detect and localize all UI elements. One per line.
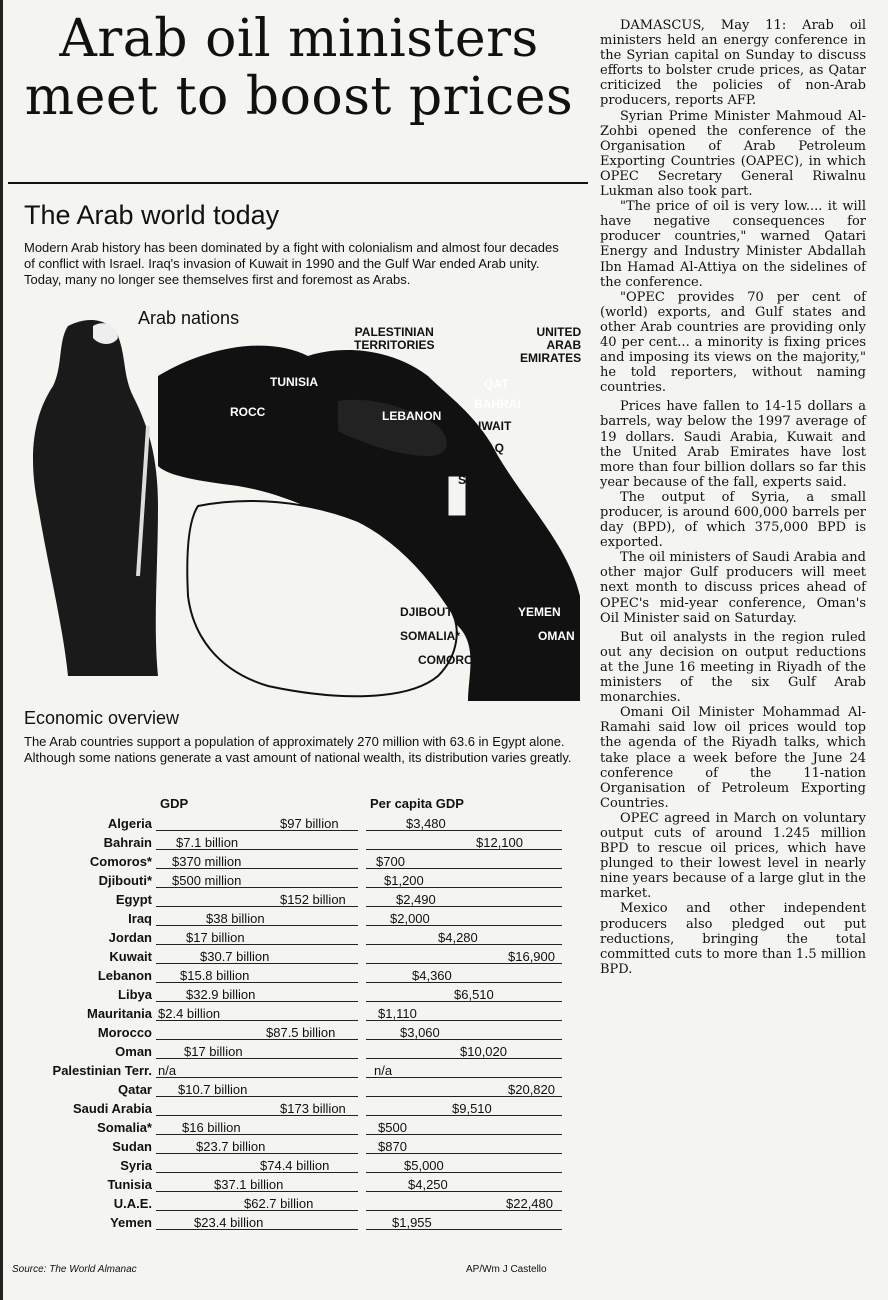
gdp-table [8,814,588,1232]
table-row [8,1137,588,1156]
article-paragraph: "OPEC provides 70 per cent of (world) exports, and Gulf states and other Arab countries are providing only 40 per cent... a minority is fixing prices and imposing its views on the majority," he told reporters, without naming countries. [600,289,866,396]
table-row [8,985,588,1004]
per-capita-value: $1,200 [384,873,424,888]
per-capita-value: $3,060 [400,1025,440,1040]
label-libya: LIBYA [330,473,365,487]
per-capita-value: $3,480 [406,816,446,831]
table-row [8,928,588,947]
row-rule [366,1077,562,1078]
table-row [8,852,588,871]
gdp-value: $74.4 billion [260,1158,330,1173]
per-capita-value: $4,250 [408,1177,448,1192]
article-paragraph: Mexico and other independent producers also pledged out put reductions, bringing the total committed cuts to more than 1.5 million BPD. [600,901,866,977]
per-capita-value: $6,510 [454,987,494,1002]
table-row [8,947,588,966]
source-note: Source: The World Almanac [12,1264,137,1275]
headline [14,10,584,126]
per-capita-value: n/a [374,1063,393,1078]
table-row [8,814,588,833]
country-name: Mauritania [86,1006,152,1021]
table-row [8,1175,588,1194]
gdp-value: n/a [158,1063,177,1078]
country-name: Djibouti* [98,873,152,888]
label-qatar: QAT [484,377,509,391]
table-row [8,1099,588,1118]
table-row [8,909,588,928]
article-paragraph: Syrian Prime Minister Mahmoud Al-Zohbi opened the conference of the Organisation of Arab Petroleum Exporting Countries (OAPEC), in which OPEC Secretary General Riwalnu Lukman also took part. [600,108,866,200]
figure-silhouette [33,320,158,676]
country-name: Sudan [112,1139,152,1154]
gdp-value: $15.8 billion [180,968,250,983]
label-tunisia: TUNISIA [270,375,318,389]
per-capita-value: $2,490 [396,892,436,907]
gdp-value: $10.7 billion [178,1082,248,1097]
label-egypt: EGYPT [396,473,437,487]
country-name: Algeria [107,816,152,831]
country-name: Yemen [110,1215,152,1230]
country-name: Kuwait [109,949,152,964]
label-lebanon: LEBANON [382,409,442,423]
per-capita-value: $5,000 [404,1158,444,1173]
per-capita-value: $500 [378,1120,407,1135]
country-name: Syria [120,1158,152,1173]
label-jordan: JORDA [372,375,415,389]
gdp-value: $32.9 billion [186,987,256,1002]
table-row [8,833,588,852]
gdp-value: $97 billion [280,816,339,831]
label-uae: UNITED ARAB EMIRATES [520,325,582,365]
graphic-title: The Arab world today [24,200,280,230]
country-name: Morocco [97,1025,152,1040]
per-capita-value: $870 [378,1139,407,1154]
label-algeria: ALGERIA [240,473,294,487]
country-name: Saudi Arabia [73,1101,152,1116]
graphic-credit: AP/Wm J Castello [466,1264,547,1275]
row-rule [366,1172,562,1173]
per-capita-value: $1,110 [378,1006,417,1021]
label-palestinian: PALESTINIAN TERRITORIES [354,325,435,352]
country-name: Iraq [128,911,152,926]
country-name: Oman [115,1044,152,1059]
label-morocco: ROCC [230,405,266,419]
econ-title: Economic overview [24,708,180,728]
article-paragraph: Omani Oil Minister Mohammad Al-Ramahi said low oil prices would top the agenda of the Riyadh talks, which take place a week before the June 24 conference of the 11-nation Organisation of Petroleum Exporting Countries. [600,705,866,811]
table-row [8,966,588,985]
gdp-value: $370 million [172,854,242,869]
label-bahrain: BAHRAI [474,397,521,411]
article-paragraph: The output of Syria, a small producer, is around 600,000 barrels per day (BPD), of which 375,000 BPD is exported. [600,489,866,551]
table-row [8,1004,588,1023]
article-body [600,18,866,977]
label-iraq: IRAQ [474,441,504,455]
table-row [8,1156,588,1175]
col-per-capita: Per capita GDP [370,796,464,811]
headline-line-2: meet to boost prices [24,67,574,127]
gdp-value: $38 billion [206,911,265,926]
gdp-value: $500 million [172,873,242,888]
article-paragraph: DAMASCUS, May 11: Arab oil ministers held an energy conference in the Syrian capital on Sunday to discuss efforts to bolster crude prices, as Qatar criticized the policies of non-Arab producers, reports AFP. [600,18,866,109]
table-row [8,1023,588,1042]
row-rule [156,1077,358,1078]
left-border [0,0,3,1300]
country-name: Palestinian Terr. [52,1063,152,1078]
per-capita-value: $9,510 [452,1101,492,1116]
per-capita-value: $20,820 [508,1082,555,1097]
gdp-value: $87.5 billion [266,1025,336,1040]
row-rule [366,849,562,850]
per-capita-value: $10,020 [460,1044,507,1059]
table-row [8,1042,588,1061]
econ-intro: The Arab countries support a population of approximately 270 million with 63.6 in Egypt alone. Although some nations generate a vast amount of national wealth, its distribution varies greatly. [24,734,572,765]
gdp-value: $23.7 billion [196,1139,266,1154]
row-rule [366,1039,562,1040]
article-paragraph: OPEC agreed in March on voluntary output cuts of around 1.245 million BPD to rescue oil prices, which have plunged to their lowest level in nearly nine years because of a large glut in the market. [600,810,866,902]
country-name: Tunisia [107,1177,152,1192]
country-name: U.A.E. [113,1196,152,1211]
table-row [8,1194,588,1213]
label-comoros: COMOROS [418,653,482,667]
gdp-value: $23.4 billion [194,1215,264,1230]
per-capita-value: $12,100 [476,835,523,850]
gdp-value: $173 billion [280,1101,346,1116]
gdp-value: $16 billion [182,1120,241,1135]
table-row [8,1080,588,1099]
per-capita-value: $1,955 [392,1215,432,1230]
row-rule [366,830,562,831]
article-paragraph: The oil ministers of Saudi Arabia and other major Gulf producers will meet next month to discuss prices ahead of OPEC's mid-year conference, Oman's Oil Minister said on Saturday. [600,550,866,626]
per-capita-value: $700 [376,854,405,869]
row-rule [366,1191,562,1192]
head-scarf [93,323,118,344]
label-kuwait: KUWAIT [464,419,512,433]
gdp-value: $62.7 billion [244,1196,314,1211]
country-name: Libya [118,987,152,1002]
table-row [8,1118,588,1137]
country-name: Comoros* [89,854,152,869]
per-capita-value: $4,360 [412,968,452,983]
gdp-value: $7.1 billion [176,835,239,850]
country-name: Bahrain [103,835,152,850]
gdp-value: $17 billion [184,1044,243,1059]
gdp-value: $152 billion [280,892,346,907]
infographic [8,182,588,1292]
gdp-value: $2.4 billion [158,1006,221,1021]
country-name: Jordan [108,930,152,945]
article-paragraph: "The price of oil is very low.... it will have negative consequences for producer countries," warned Qatari Energy and Industry Minister Abdallah Ibn Hamad Al-Attiya on the sidelines of the conference. [600,199,866,290]
per-capita-value: $4,280 [438,930,478,945]
table-row [8,1213,588,1232]
label-oman: OMAN [538,629,575,643]
headline-line-1: Arab oil ministers [59,9,539,69]
gdp-value: $37.1 billion [214,1177,284,1192]
gdp-value: $30.7 billion [200,949,270,964]
country-name: Egypt [115,892,152,907]
arab-nations-map [8,306,588,706]
label-djibouti: DJIBOUTI* [400,605,461,619]
per-capita-value: $22,480 [506,1196,553,1211]
label-syria: SYRIA [458,473,495,487]
article-paragraph: Prices have fallen to 14-15 dollars a barrels, way below the 1997 average of 19 dollars. Saudi Arabia, Kuwait and the United Arab Emirates have lost more than four billion dollars so far this year because of the fall, experts said. [600,399,866,490]
table-row [8,1061,588,1080]
table-row [8,871,588,890]
country-name: Qatar [118,1082,152,1097]
row-rule [366,982,562,983]
per-capita-value: $2,000 [390,911,430,926]
label-sudan: SUDAN [396,531,439,545]
country-name: Lebanon [97,968,152,983]
article-paragraph: But oil analysts in the region ruled out any decision on output reductions at the June 16 meeting in Riyadh of the ministers of the six Gulf Arab monarchies. [600,629,866,706]
map-title: Arab nations [138,308,240,328]
col-gdp: GDP [160,796,189,811]
per-capita-value: $16,900 [508,949,555,964]
label-saudi: SAUDI ARABIA [474,493,521,520]
table-row [8,890,588,909]
country-name: Somalia* [97,1120,152,1135]
label-somalia: SOMALIA* [400,629,460,643]
label-yemen: YEMEN [518,605,561,619]
gdp-value: $17 billion [186,930,245,945]
graphic-intro: Modern Arab history has been dominated by a fight with colonialism and almost four decades of conflict with Israel. Iraq's invasion of Kuwait in 1990 and the Gulf War ended Arab unity. Today, many no longer see themselves first and foremost as Arabs. [24,240,559,287]
